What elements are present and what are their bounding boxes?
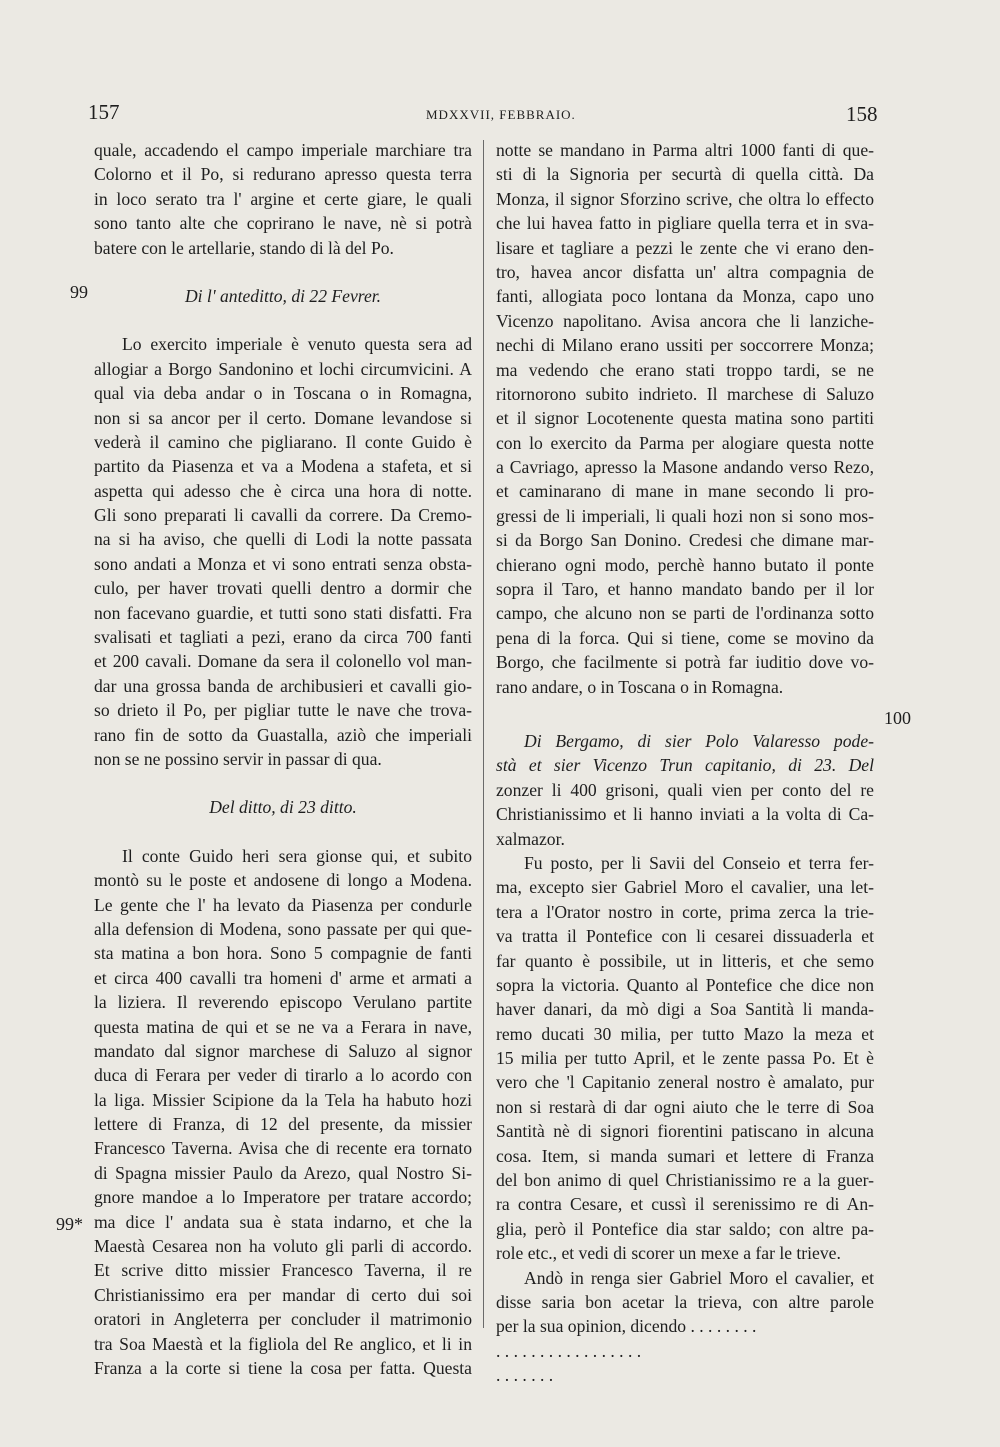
text-line: nechi di Milano erano ussiti per soccorrere Monza;	[496, 335, 874, 356]
text-line: haver danari, da mò digi a Soa Santità li manda-	[496, 999, 874, 1020]
text-line: . . . . . . . . . . . . . . . . .	[496, 1340, 642, 1361]
text-line: et caminarano di mane in mane secondo li pro-	[496, 481, 874, 502]
text-line: sopra la victoria. Quanto al Pontefice che dice non	[496, 974, 874, 995]
text-line: glia, però il Pontefice dia star saldo; con altre pa-	[496, 1218, 874, 1239]
text-line: pena di la forca. Qui si tiene, come se movino da	[496, 627, 874, 648]
text-line: stà et sier Vicenzo Trun capitanio, di 23. Del	[496, 755, 874, 776]
text-line: lisare et tagliare a pezzi le zente che vi erano den-	[496, 237, 874, 258]
text-line: che lui havea fatto in pigliare quella terra et in sva-	[496, 213, 874, 234]
text-line: xalmazor.	[496, 828, 565, 849]
text-line: 15 milia per tutto April, et le zente passa Po. Et è	[496, 1048, 874, 1069]
right-text-column	[496, 138, 874, 1388]
text-line: role etc., et vedi di scorer un mexe a far le trieve.	[496, 1243, 841, 1264]
text-line: culo, per haver trovati quelli dentro a dormir che	[94, 578, 472, 599]
text-line: mandato dal signor marchese di Saluzo al signor	[94, 1040, 472, 1061]
text-line: Christianissimo era per mandar di certo dui soi	[94, 1284, 472, 1305]
text-line: Santità nè di signori fiorentini patiscano in alcuna	[496, 1121, 874, 1142]
text-line: sopra il Taro, et hanno mandato bando per il lor	[496, 579, 874, 600]
text-line: sono andati a Monza et vi sono entrati senza obsta-	[94, 553, 472, 574]
text-line: Franza a la corte si tiene la cosa per fatta. Questa	[94, 1357, 472, 1378]
text-line: allogiar a Borgo Sandonino et lochi circumvicini. A	[94, 358, 472, 379]
text-line: tra Soa Maestà et la figliola del Re anglico, et li in	[94, 1333, 472, 1354]
text-line: con lo exercito da Parma per alogiare questa notte	[496, 432, 874, 453]
text-line: non facevano guardie, et tutti sono stati disfatti. Fra	[94, 602, 472, 623]
paragraph-gap	[94, 260, 472, 284]
text-line: duca di Ferara per veder di tirarlo a lo acordo con	[94, 1065, 472, 1086]
text-line: Christianissimo et li hanno inviati a la volta di Ca-	[496, 804, 874, 825]
text-line: disse saria bon acetar la trieva, con altre parole	[496, 1291, 874, 1312]
text-line: gnore mandoe a lo Imperatore per tratare accordo;	[94, 1187, 472, 1208]
text-line: qual via deba andar o in Toscana o in Romagna,	[94, 383, 472, 404]
text-line: alla defension di Modena, sono passate per qui que-	[94, 918, 472, 939]
text-line: et il signor Locotenente questa matina sono partiti	[496, 408, 874, 429]
text-line: Gli sono preparati li cavalli da correre. Da Cremo-	[94, 505, 472, 526]
text-line: ritornorono subito indrieto. Il marchese di Saluzo	[496, 383, 874, 404]
text-line: rano fin de sotto da Guastalla, aziò che imperiali	[94, 724, 472, 745]
text-line: remo ducati 30 milia, per tutto Mazo la meza et	[496, 1023, 874, 1044]
margin-note-100: 100	[884, 708, 911, 728]
text-line: Andò in renga sier Gabriel Moro el cavalier, et	[524, 1267, 874, 1288]
text-line: non si restarà di dar ogni aiuto che le terre di Soa	[496, 1096, 874, 1117]
text-line: Il conte Guido heri sera gionse qui, et subito	[122, 845, 472, 866]
text-line: . . . . . . .	[496, 1365, 554, 1386]
text-line: et 200 cavali. Domane da sera il colonello vol man-	[94, 651, 472, 672]
text-line: Le gente che l' ha levato da Piasenza per condurle	[94, 894, 472, 915]
text-line: quale, accadendo el campo imperiale marchiare tra	[94, 140, 472, 160]
text-line: ra contra Cesare, et cussì il serenissimo re di An-	[496, 1194, 874, 1215]
text-line: cosa. Item, si manda sumari et lettere di Franza	[496, 1145, 874, 1166]
text-line: Colorno et il Po, si redurano apresso questa terra	[94, 164, 472, 185]
text-line: partito da Piasenza et va a Modena a stafeta, et si	[94, 456, 472, 477]
text-line: vederà il camino che pigliarano. Il conte Guido è	[94, 431, 472, 452]
section-heading: Di l' anteditto, di 22 Fevrer.	[184, 285, 382, 306]
text-line: zonzer li 400 grisoni, quali vien per conto del re	[496, 779, 874, 800]
text-line: di Spagna missier Paulo da Arezo, qual Nostro Si-	[94, 1162, 472, 1183]
text-line: sta matina a bon hora. Sono 5 compagnie de fanti	[94, 943, 472, 964]
paragraph-gap	[94, 771, 472, 795]
text-line: fanti, allogiata poco lontana da Monza, capo uno	[496, 286, 874, 307]
column-divider	[483, 140, 484, 1328]
text-line: Monza, il signor Sforzino scrive, che oltra lo effecto	[496, 188, 874, 209]
text-line: per la sua opinion, dicendo . . . . . . . .	[496, 1316, 757, 1337]
paragraph-gap	[496, 699, 874, 729]
text-line: batere con le artellarie, stando di là del Po.	[94, 237, 394, 258]
text-line: svalisati et tagliati a pezi, erano da circa 700 fanti	[94, 627, 472, 648]
paragraph-gap	[94, 820, 472, 844]
text-line: la liziera. Il reverendo episcopo Verulano partite	[94, 992, 472, 1013]
text-line: so drieto il Po, per pigliar tutte le nave che trova-	[94, 700, 472, 721]
text-line: campo, che alcuno non se parti de l'ordinanza sotto	[496, 603, 874, 624]
text-line: vero che 'l Capitanio zeneral nostro è amalato, pur	[496, 1072, 874, 1093]
text-line: Francesco Taverna. Avisa che di recente era tornato	[94, 1138, 472, 1159]
text-line: non se ne possino servir in passar di qua.	[94, 748, 382, 769]
text-line: Et scrive ditto missier Francesco Taverna, il re	[94, 1260, 472, 1281]
text-line: ma dice l' andata sua è stata indarno, et che la	[94, 1211, 472, 1232]
text-line: chierano ogni modo, perchè hanno butato il ponte	[496, 554, 874, 575]
text-line: oratori in Angleterra per concluder il matrimonio	[94, 1309, 472, 1330]
text-line: in loco serato tra l' argine et certe giare, le quali	[94, 188, 472, 209]
text-line: rano andare, o in Toscana o in Romagna.	[496, 676, 784, 697]
text-line: montò su le poste et andosene di longo a Modena.	[94, 870, 472, 891]
text-line: Maestà Cesarea non ha voluto gli parli di accordo.	[94, 1236, 472, 1257]
text-line: et circa 400 cavalli tra homeni d' arme et armati a	[94, 967, 472, 988]
margin-note-99: 99	[70, 282, 88, 302]
text-line: Lo exercito imperiale è venuto questa sera ad	[122, 334, 472, 355]
text-line: aspetta qui adesso che è circa una hora di notte.	[94, 480, 472, 501]
left-page-number: 157	[88, 100, 120, 124]
text-line: si da Borgo San Donino. Credesi che dimane mar-	[496, 530, 874, 551]
text-line: va tratta il Pontefice con li cesarei dissuaderla et	[496, 926, 874, 947]
right-page-number: 158	[846, 102, 878, 126]
text-line: Borgo, che facilmente si potrà far iuditio dove vo-	[496, 652, 874, 673]
text-line: far quanto è possibile, ut in litteris, et che semo	[496, 950, 874, 971]
text-line: a Cavriago, apresso la Masone andando verso Rezo,	[496, 457, 874, 478]
text-line: questa matina de qui et se ne va a Ferara in nave,	[94, 1016, 472, 1037]
text-line: non si sa ancor per il certo. Domane levandose si	[94, 407, 472, 428]
text-line: tera a l'Orator nostro in corte, prima zerca la trie-	[496, 901, 874, 922]
paragraph-gap	[94, 308, 472, 332]
text-line: del bon animo di quel Christianissimo re a la guer-	[496, 1170, 874, 1191]
text-line: Fu posto, per li Savii del Conseio et terra fer-	[524, 852, 874, 873]
text-line: la liga. Missier Scipione da la Tela ha habuto hozi	[94, 1089, 472, 1110]
text-line: ma, excepto sier Gabriel Moro el cavalier, una let-	[496, 877, 874, 898]
margin-note-99-star: 99*	[56, 1214, 83, 1234]
text-line: lettere di Franza, di 12 del presente, da missier	[94, 1114, 472, 1135]
text-line: Di Bergamo, di sier Polo Valaresso pode-	[524, 730, 874, 751]
running-title: MDXXVII, FEBBRAIO.	[426, 107, 576, 122]
section-heading: Del ditto, di 23 ditto.	[209, 797, 357, 818]
text-line: ma vedendo che erano stati troppo tardi, se ne	[496, 359, 874, 380]
text-line: Vicenzo napolitano. Avisa ancora che li lanziche-	[496, 310, 874, 331]
text-line: na si ha aviso, che quelli di Lodi la notte passata	[94, 529, 472, 550]
text-line: sono tanto alte che coprirano le nave, nè si potrà	[94, 213, 472, 234]
text-line: gressi de li imperiali, li quali hozi non si sono mos-	[496, 505, 874, 526]
text-line: sti di la Signoria per securtà di quella città. Da	[496, 164, 874, 185]
left-text-column	[94, 138, 472, 1380]
text-line: tro, havea ancor disfatta un' altra compagnia de	[496, 261, 874, 282]
text-line: dar una grossa banda de archibusieri et cavalli gio-	[94, 675, 472, 696]
text-line: notte se mandano in Parma altri 1000 fanti di que-	[496, 140, 874, 160]
